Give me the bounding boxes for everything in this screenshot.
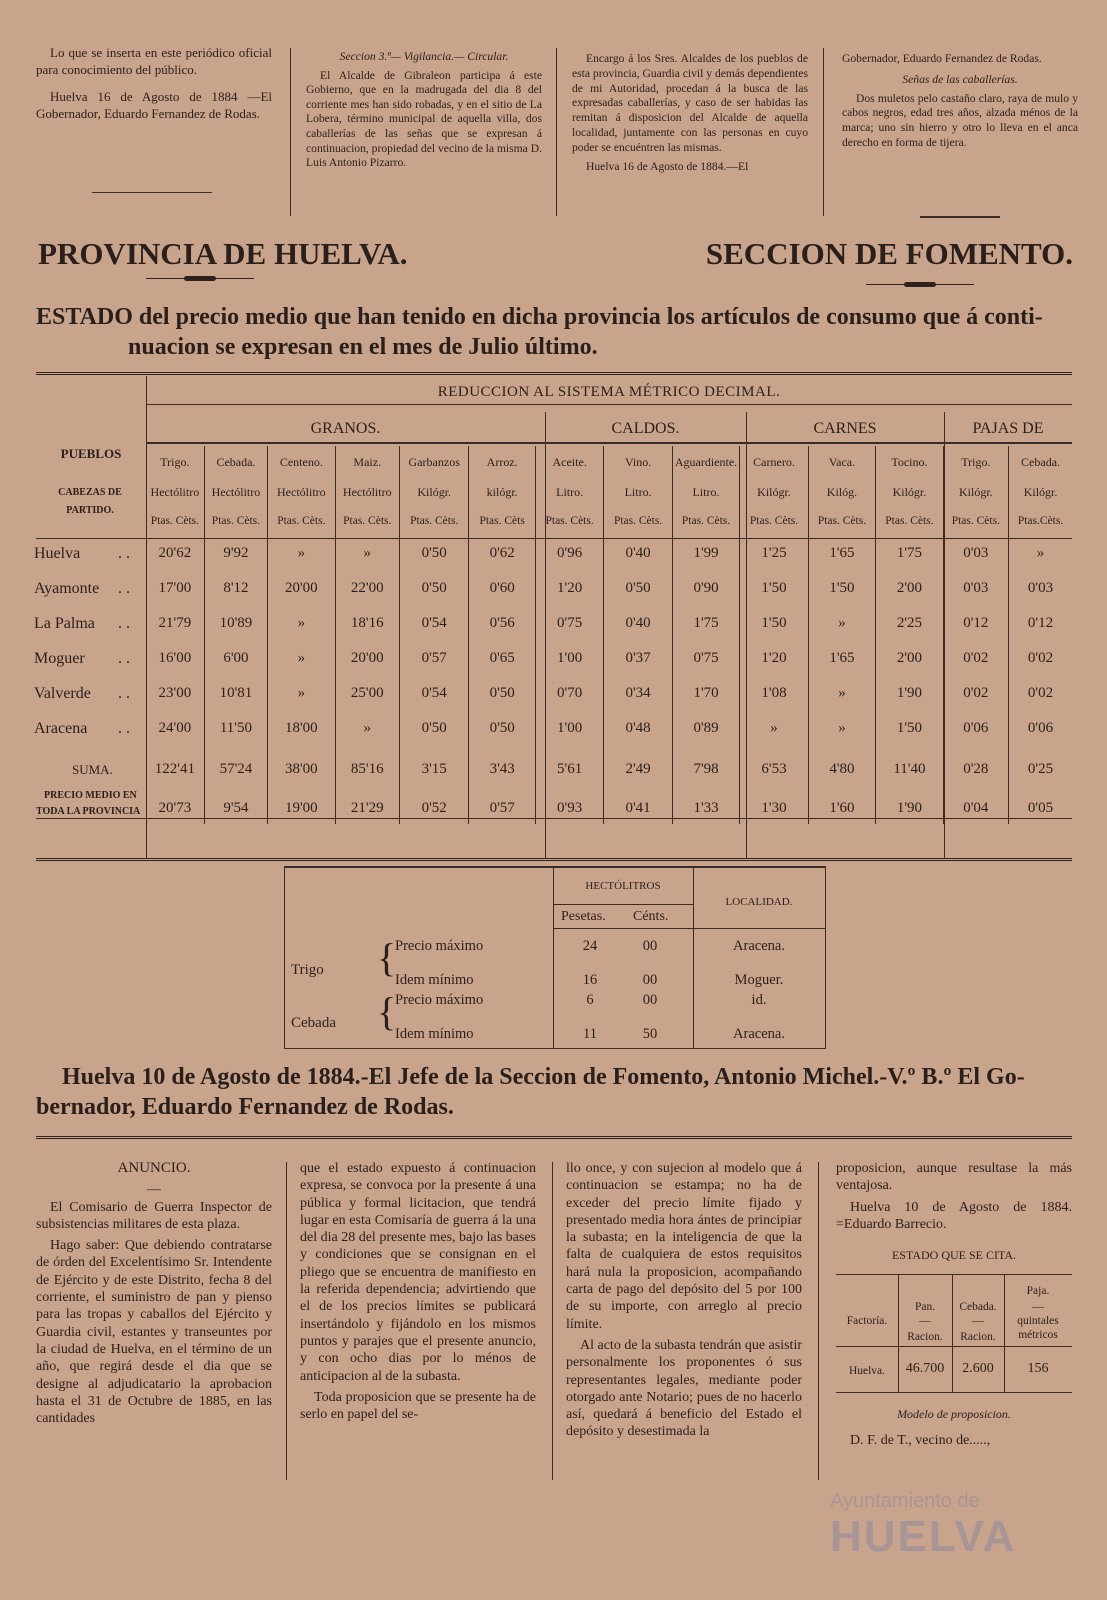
suma-row-cell: 4'80 xyxy=(808,746,875,792)
cell-factoria: Huelva. xyxy=(848,1365,886,1378)
column-header-cell: Trigo. xyxy=(943,446,1008,478)
column-header-cell: Aguardiente. xyxy=(672,446,739,478)
medio-row-cell: 0'41 xyxy=(604,792,672,824)
h-factoria: Factoría. xyxy=(846,1315,888,1328)
table-row-cell: 25'00 xyxy=(335,676,399,711)
money-header-cell: Ptas. Cèts. xyxy=(204,506,267,536)
table-row-cell: 20'62 xyxy=(158,545,192,561)
medio-row-cell: 20'73 xyxy=(158,799,192,816)
table-row-cell: » xyxy=(335,536,399,571)
column-header-cell: Cebada. xyxy=(1009,446,1072,478)
table-row-cell: 8'12 xyxy=(204,571,267,606)
money-header-cell: Ptas. Cèts. xyxy=(604,506,672,536)
column-header-cell: Trigo. xyxy=(160,454,190,469)
sub-brace-cebada: { xyxy=(377,989,397,1034)
table-row-cell: 0'60 xyxy=(469,571,535,606)
table-top-rule xyxy=(36,372,1072,375)
unit-header-cell: Kilógr. xyxy=(399,478,469,506)
group-caldos: CALDOS. xyxy=(611,420,680,437)
table-row-cell: » xyxy=(268,536,335,571)
table-row-cell: 0'54 xyxy=(399,606,469,641)
row-label-pueblo: Huelva xyxy=(34,545,81,562)
table-row-cell: 0'75 xyxy=(672,641,739,676)
table-row xyxy=(146,606,1072,641)
anuncio-col2-p2: Toda proposicion que se presente ha de serlo en papel del se- xyxy=(300,1389,536,1423)
anuncio-p2: Hago saber: Que debiendo contratarse de órden del Excelentísimo Sr. Intendente de Ejército y de este Distrito, fecha 8 del corriente, el suministro de pan y pienso para las tropas y caballos del Ejército y Guardia civil, estantes y transeuntes por la ciudad de Huelva, en el término de un año, que regirá desde el dia que se designe al adjudicatario la aprobacion hasta el 31 de Octubre de 1885, en las cantidades xyxy=(36,1238,272,1427)
factoria-bottom-rule xyxy=(836,1392,1072,1393)
table-row-cell: 0'50 xyxy=(399,571,469,606)
column-header-cell: Centeno. xyxy=(268,446,335,478)
signature-line-1: Huelva 10 de Agosto de 1884.-El Jefe de la Seccion de Fomento, Antonio Michel.-V.º B.º El Go- xyxy=(62,1064,1025,1090)
sub-label: Precio máximo xyxy=(395,992,484,1008)
unit-header-cell: Kilóg. xyxy=(808,478,875,506)
table-row-cell: 1'50 xyxy=(876,711,943,746)
sub-pesetas: 11 xyxy=(583,1026,597,1042)
sub-label: Precio máximo xyxy=(395,938,484,954)
table-rule-reduccion xyxy=(146,404,1072,405)
table-row-cell: 0'50 xyxy=(399,711,469,746)
table-row-cell: 21'79 xyxy=(158,615,192,631)
table-row-cell: 1'65 xyxy=(808,641,875,676)
money-header-cell: Ptas. Cèts xyxy=(469,506,535,536)
top-divider-3 xyxy=(823,48,824,216)
medio-row-cell: 1'30 xyxy=(740,792,808,824)
estado-title-1: ESTADO del precio medio que han tenido en dicha provincia los artículos de consumo que á conti- xyxy=(36,304,1043,330)
suma-row xyxy=(146,746,1072,792)
sub-label: Idem mínimo xyxy=(395,1026,474,1042)
unit-header-cell: Litro. xyxy=(535,478,603,506)
table-row-cell: 0'50 xyxy=(469,711,535,746)
top-col4-text: Gobernador, Eduardo Fernandez de Rodas. xyxy=(842,52,1042,65)
estado-que-se-cita: ESTADO QUE SE CITA. xyxy=(891,1248,1017,1263)
table-row-cell: 0'90 xyxy=(672,571,739,606)
h-quintales: quintales métricos xyxy=(1017,1315,1059,1342)
row-label-dots: . . xyxy=(118,580,130,597)
table-row-cell: 1'65 xyxy=(808,536,875,571)
column-header xyxy=(146,446,1072,478)
factoria-top-rule xyxy=(836,1274,1072,1275)
table-row-cell: » xyxy=(740,711,808,746)
table-row-cell: 0'62 xyxy=(469,536,535,571)
suma-row-cell: 3'15 xyxy=(399,746,469,792)
medio-row-cell: 21'29 xyxy=(335,792,399,824)
bottom-column-2 xyxy=(300,1160,536,1427)
money-header-cell: Ptas. Cèts. xyxy=(876,506,943,536)
top-col3-signature: Huelva 16 de Agosto de 1884.—El xyxy=(586,159,749,173)
money-header-cell: Ptas. Cèts. xyxy=(335,506,399,536)
table-row-cell: 0'50 xyxy=(469,676,535,711)
table-row-cell: 23'00 xyxy=(158,685,192,701)
prices-table xyxy=(146,446,1072,824)
table-row-cell: » xyxy=(1009,536,1072,571)
table-row-cell: 0'37 xyxy=(604,641,672,676)
sub-loc: id. xyxy=(751,992,767,1008)
bottom-column-4 xyxy=(836,1160,1072,1453)
table-row-cell: 2'25 xyxy=(876,606,943,641)
money-header-cell: Ptas. Cèts. xyxy=(535,506,603,536)
table-row-cell: 9'92 xyxy=(204,536,267,571)
table-row-cell: 1'00 xyxy=(535,711,603,746)
table-row-cell: 10'89 xyxy=(204,606,267,641)
heading-provincia: PROVINCIA DE HUELVA. xyxy=(38,236,408,271)
top-col3-text: Encargo á los Sres. Alcaldes de los pueblos de esta provincia, Guardia civil y demás dependientes de mi Autoridad, procedan á la busca de las expresadas caballerías, y caso de ser habidas las remitan á disposicion del Alcalde de aquella localidad, juntamente con las personas en cuyo poder se encuéntren las mismas. xyxy=(572,52,808,154)
column-header-cell: Vino. xyxy=(604,446,672,478)
money-header-cell: Ptas. Cèts. xyxy=(808,506,875,536)
h-pan-racion: Racion. xyxy=(907,1331,943,1344)
sub-localidad: LOCALIDAD. xyxy=(725,896,793,908)
table-row-cell: 20'00 xyxy=(335,641,399,676)
top-col4-subtitle: Señas de las caballerías. xyxy=(902,72,1018,86)
table-row-cell: 1'90 xyxy=(876,676,943,711)
table-row-cell: 0'12 xyxy=(1009,606,1072,641)
medio-row-cell: 1'33 xyxy=(672,792,739,824)
table-row-cell: 0'03 xyxy=(943,536,1008,571)
modelo-text: D. F. de T., vecino de....., xyxy=(850,1432,991,1448)
table-row-cell: 0'70 xyxy=(535,676,603,711)
suma-row-cell: 38'00 xyxy=(268,746,335,792)
table-row-cell: 2'00 xyxy=(876,641,943,676)
unit-header-cell: Kilógr. xyxy=(1009,478,1072,506)
row-label-dots: . . xyxy=(118,720,130,737)
table-row-cell: 1'00 xyxy=(535,641,603,676)
factoria-table xyxy=(836,1274,1072,1398)
table-row-cell: » xyxy=(808,606,875,641)
row-label-dots: . . xyxy=(118,545,130,562)
table-row-cell: 0'57 xyxy=(399,641,469,676)
money-header-cell: Ptas. Cèts. xyxy=(672,506,739,536)
suma-row-cell: 6'53 xyxy=(740,746,808,792)
table-row-cell: 0'12 xyxy=(943,606,1008,641)
table-row xyxy=(146,536,1072,571)
suma-row-cell: 85'16 xyxy=(335,746,399,792)
sub-pesetas: 16 xyxy=(582,972,598,988)
group-pajas: PAJAS DE xyxy=(972,420,1044,437)
table-row-cell: 0'50 xyxy=(604,571,672,606)
top-column-3 xyxy=(572,52,808,178)
h-cebada-racion: Racion. xyxy=(960,1331,996,1344)
watermark-logo xyxy=(820,1488,1020,1568)
sub-pesetas: 24 xyxy=(582,938,598,954)
suma-row-cell: 0'25 xyxy=(1009,746,1072,792)
bottom-divider-1 xyxy=(286,1162,287,1480)
table-row-cell: 1'75 xyxy=(876,536,943,571)
sub-trigo: Trigo xyxy=(291,962,324,978)
medio-row-cell: 0'93 xyxy=(535,792,603,824)
unit-header-cell: Hectólitro xyxy=(268,478,335,506)
sub-brace-trigo: { xyxy=(377,935,397,980)
table-row xyxy=(146,641,1072,676)
table-row-cell: 0'34 xyxy=(604,676,672,711)
table-row-cell: 0'54 xyxy=(399,676,469,711)
table-row-cell: 1'99 xyxy=(672,536,739,571)
money-header-cell: Ptas.Cèts. xyxy=(1009,506,1072,536)
money-header-cell: Ptas. Cèts. xyxy=(268,506,335,536)
column-header-cell: Maiz. xyxy=(335,446,399,478)
table-row-cell: 0'56 xyxy=(469,606,535,641)
table-row-cell: 16'00 xyxy=(158,650,192,666)
table-row-cell: 0'02 xyxy=(1009,676,1072,711)
factoria-head-rule xyxy=(836,1346,1072,1347)
suma-label: SUMA. xyxy=(72,762,113,777)
row-label-pueblo: Ayamonte xyxy=(34,580,100,597)
table-row-cell: 0'06 xyxy=(1009,711,1072,746)
table-row xyxy=(146,571,1072,606)
medio-row-cell: 9'54 xyxy=(204,792,267,824)
medio-row-cell: 0'05 xyxy=(1009,792,1072,824)
unit-header-cell: Kilógr. xyxy=(943,478,1008,506)
table-row-cell: » xyxy=(335,711,399,746)
row-label-pueblo: Moguer xyxy=(34,650,85,667)
unit-header-cell: Hectólitro xyxy=(204,478,267,506)
signature-bottom-rule xyxy=(36,1136,1072,1139)
row-label-pueblo: Aracena xyxy=(34,720,88,737)
sub-pesetas: Pesetas. xyxy=(561,909,606,924)
table-row-cell: 1'20 xyxy=(535,571,603,606)
suma-row-cell: 2'49 xyxy=(604,746,672,792)
table-row-cell: 0'40 xyxy=(604,606,672,641)
table-row-cell: 1'20 xyxy=(740,641,808,676)
bottom-column-1 xyxy=(36,1160,272,1431)
anuncio-col3-p1: llo once, y con sujecion al modelo que á continuacion se estampa; no ha de exceder del precio límite fijado y presentado media hora ántes de principiar la subasta; en la inteligencia de que la falta de cualquiera de estos requisitos hará nula la proposicion, acompañando carta de pago del depósito del 5 por 100 de su importe, con arreglo al precio límite. xyxy=(566,1161,802,1332)
anuncio-col3-p2: Al acto de la subasta tendrán que asistir personalmente los proponentes ó sus representantes legales, mediante poder otorgado ante Notario; pues de no hacerlo así, quedará á beneficio del Estado el depósito y desestimada la xyxy=(566,1337,802,1440)
bottom-divider-2 xyxy=(552,1162,553,1480)
table-row-cell: 6'00 xyxy=(204,641,267,676)
top-col1-rule xyxy=(92,192,212,193)
money-header-cell: Ptas. Cèts. xyxy=(399,506,469,536)
table-row-cell: » xyxy=(808,711,875,746)
anuncio-title: ANUNCIO. xyxy=(117,1160,191,1176)
table-row-cell: 0'96 xyxy=(535,536,603,571)
top-divider-1 xyxy=(290,48,291,216)
row-label-dots: . . xyxy=(118,685,130,702)
subtable xyxy=(284,866,826,1049)
sub-cebada: Cebada xyxy=(291,1015,336,1031)
table-row-cell: 1'70 xyxy=(672,676,739,711)
cell-cebada: 2.600 xyxy=(962,1361,994,1377)
table-row-cell: 0'65 xyxy=(469,641,535,676)
table-row-cell: 0'48 xyxy=(604,711,672,746)
row-label-dots: . . xyxy=(118,650,130,667)
unit-header-cell: Litro. xyxy=(672,478,739,506)
table-row-cell: 0'89 xyxy=(672,711,739,746)
table-row xyxy=(146,676,1072,711)
cabezas-label: CABEZAS DE PARTIDO. xyxy=(58,487,122,516)
table-row-cell: » xyxy=(808,676,875,711)
sub-rule-2 xyxy=(553,928,825,929)
table-row-cell: 0'02 xyxy=(1009,641,1072,676)
medio-row xyxy=(146,792,1072,824)
medio-label-2: TODA LA PROVINCIA xyxy=(36,806,141,817)
sub-pesetas: 6 xyxy=(586,992,594,1008)
sub-cents: Cénts. xyxy=(633,909,669,924)
h-pan-dash: — xyxy=(919,1315,931,1328)
h-cebada: Cebada. xyxy=(959,1301,997,1314)
table-row-cell: 0'02 xyxy=(943,641,1008,676)
top-column-4 xyxy=(842,52,1078,155)
sub-loc: Aracena. xyxy=(733,1026,785,1042)
row-label-dots: . . xyxy=(118,615,130,632)
sub-hectolitros: HECTÓLITROS xyxy=(585,880,661,892)
top-col4-description: Dos muletos pelo castaño claro, raya de mulo y cabos negros, edad tres años, alzada ménos de la marca; uno sin hierro y otro lo lleva en el anca derecho en forma de tijera. xyxy=(842,91,1078,149)
unit-header-cell: Kilógr. xyxy=(876,478,943,506)
table-row-cell: 0'02 xyxy=(943,676,1008,711)
column-header-cell: Cebada. xyxy=(204,446,267,478)
ornament-right xyxy=(866,282,974,288)
table-row xyxy=(146,711,1072,746)
sub-loc: Moguer. xyxy=(734,972,784,988)
table-row-cell: 1'50 xyxy=(740,571,808,606)
suma-row-cell: 57'24 xyxy=(204,746,267,792)
medio-row-cell: 1'60 xyxy=(808,792,875,824)
table-reduccion-label: REDUCCION AL SISTEMA MÉTRICO DECIMAL. xyxy=(437,384,781,400)
group-carnes: CARNES xyxy=(813,420,877,437)
top-col1-text: Lo que se inserta en este periódico oficial para conocimiento del público. xyxy=(36,45,272,77)
pueblos-label: PUEBLOS xyxy=(60,446,122,461)
table-row-cell: 0'50 xyxy=(399,536,469,571)
sub-divider-1 xyxy=(553,868,554,1048)
suma-row-cell: 122'41 xyxy=(154,760,195,777)
table-row-cell: 22'00 xyxy=(335,571,399,606)
anuncio-col2-p1: que el estado expuesto á continuacion expresa, se convoca por la presente á una pública y formal licitacion, que tendrá lugar en esta Comisaría de guerra á la una del dia 28 del presente mes, bajo las bases y condiciones que se consignan en el pliego que se encuentra de manifiesto en la referida dependencia; advirtiendo que el de los precios límites se publicará insertándolo y fijándolo en los mismos puntos y parajes que el presente anuncio, y con ocho dias por lo ménos de anticipacion al de la subasta. xyxy=(300,1161,536,1384)
ornament-left xyxy=(146,276,254,282)
unit-header-cell: kilógr. xyxy=(469,478,535,506)
sub-cents: 50 xyxy=(642,1026,658,1042)
table-row-cell: 10'81 xyxy=(204,676,267,711)
unit-header-cell: Kilógr. xyxy=(740,478,808,506)
table-row-cell: 0'06 xyxy=(943,711,1008,746)
table-row-cell: 11'50 xyxy=(204,711,267,746)
top-col1-signature: Huelva 16 de Agosto de 1884 —El Gobernador, Eduardo Fernandez de Rodas. xyxy=(36,89,272,121)
table-row-cell: 17'00 xyxy=(158,580,192,596)
sub-cents: 00 xyxy=(642,992,658,1008)
table-row-cell: » xyxy=(268,606,335,641)
table-row-cell: 0'03 xyxy=(943,571,1008,606)
watermark-line-2: HUELVA xyxy=(830,1512,1017,1561)
column-header-cell: Carnero. xyxy=(740,446,808,478)
table-row-cell: 0'03 xyxy=(1009,571,1072,606)
money-header-cell: Ptas. Cèts. xyxy=(150,515,199,527)
column-header-cell: Aceite. xyxy=(535,446,603,478)
cell-paja: 156 xyxy=(1027,1361,1049,1377)
table-bottom-rule xyxy=(36,858,1072,861)
row-label-pueblo: La Palma xyxy=(34,615,95,632)
estado-title-2: nuacion se expresan en el mes de Julio último. xyxy=(128,334,598,360)
medio-row-cell: 19'00 xyxy=(268,792,335,824)
anuncio-col4-p1: proposicion, aunque resultase la más ventajosa. xyxy=(836,1161,1072,1194)
top-column-2 xyxy=(306,50,542,175)
h-paja: Paja. xyxy=(1026,1285,1050,1298)
table-row-cell: » xyxy=(268,676,335,711)
top-col2-text: El Alcalde de Gibraleon participa á este Gobierno, que en la madrugada del dia 8 del corriente mes han sido robadas, y en el sitio de La Lobera, término municipal de aquella villa, dos caballerías de las señas que se expresan á continuacion, propiedad del vecino de la misma D. Luis Antonio Pizarro. xyxy=(306,68,542,170)
h-cebada-dash: — xyxy=(972,1315,984,1328)
table-row-cell: 0'40 xyxy=(604,536,672,571)
table-rule-groups xyxy=(146,442,1072,444)
column-header-cell: Arroz. xyxy=(469,446,535,478)
table-row-cell: 18'16 xyxy=(335,606,399,641)
h-pan: Pan. xyxy=(914,1301,936,1314)
unit-header-cell: Hectólitro xyxy=(150,484,200,499)
top-col2-title: Seccion 3.ª— Vigilancia.— Circular. xyxy=(339,50,509,63)
table-row-cell: 20'00 xyxy=(268,571,335,606)
bottom-divider-3 xyxy=(818,1162,819,1480)
money-header-cell: Ptas. Cèts. xyxy=(740,506,808,536)
column-header-cell: Vaca. xyxy=(808,446,875,478)
sub-cents: 00 xyxy=(642,938,658,954)
group-granos: GRANOS. xyxy=(310,420,381,437)
sub-loc: Aracena. xyxy=(733,938,785,954)
watermark-line-1: Ayuntamiento de xyxy=(830,1490,980,1512)
unit-header-cell: Hectólitro xyxy=(335,478,399,506)
suma-row-cell: 7'98 xyxy=(672,746,739,792)
cell-pan: 46.700 xyxy=(905,1361,945,1377)
h-paja-dash: — xyxy=(1032,1301,1044,1314)
column-header-cell: Garbanzos xyxy=(399,446,469,478)
table-row-cell: 1'50 xyxy=(740,606,808,641)
table-row-cell: 0'75 xyxy=(535,606,603,641)
suma-row-cell: 11'40 xyxy=(876,746,943,792)
table-row-cell: 18'00 xyxy=(268,711,335,746)
money-header-cell: Ptas. Cèts. xyxy=(943,506,1008,536)
sub-label: Idem mínimo xyxy=(395,972,474,988)
anuncio-col4-p2: Huelva 10 de Agosto de 1884. =Eduardo Barrecio. xyxy=(836,1199,1072,1232)
table-row-cell: 2'00 xyxy=(876,571,943,606)
medio-row-cell: 0'52 xyxy=(399,792,469,824)
unit-header-cell: Litro. xyxy=(604,478,672,506)
suma-row-cell: 3'43 xyxy=(469,746,535,792)
table-row-cell: 1'08 xyxy=(740,676,808,711)
anuncio-p1: El Comisario de Guerra Inspector de subsistencias militares de esta plaza. xyxy=(36,1199,272,1232)
top-col4-rule xyxy=(920,216,1000,218)
medio-label-1: PRECIO MEDIO EN xyxy=(44,790,137,801)
money-header xyxy=(146,506,1072,536)
sub-rule-1 xyxy=(553,904,693,905)
modelo-title: Modelo de proposicion. xyxy=(897,1407,1011,1422)
heading-seccion: SECCION DE FOMENTO. xyxy=(705,236,1073,271)
medio-row-cell: 0'57 xyxy=(469,792,535,824)
table-row-cell: 24'00 xyxy=(158,720,192,736)
anuncio-dash: — xyxy=(147,1182,161,1198)
row-label-pueblo: Valverde xyxy=(34,685,91,702)
table-row-cell: 1'50 xyxy=(808,571,875,606)
table-row-cell: 1'75 xyxy=(672,606,739,641)
suma-row-cell: 5'61 xyxy=(535,746,603,792)
sub-cents: 00 xyxy=(642,972,658,988)
unit-header xyxy=(146,478,1072,506)
bottom-column-3 xyxy=(566,1160,802,1445)
top-divider-2 xyxy=(556,48,557,216)
sub-divider-2 xyxy=(693,868,694,1048)
top-column-1 xyxy=(36,44,272,126)
prices-table-body xyxy=(146,446,1072,824)
table-row-cell: » xyxy=(268,641,335,676)
signature-line-2: bernador, Eduardo Fernandez de Rodas. xyxy=(36,1094,454,1120)
table-row-cell: 1'25 xyxy=(740,536,808,571)
column-header-cell: Tocino. xyxy=(876,446,943,478)
suma-row-cell: 0'28 xyxy=(943,746,1008,792)
medio-row-cell: 0'04 xyxy=(943,792,1008,824)
medio-row-cell: 1'90 xyxy=(876,792,943,824)
